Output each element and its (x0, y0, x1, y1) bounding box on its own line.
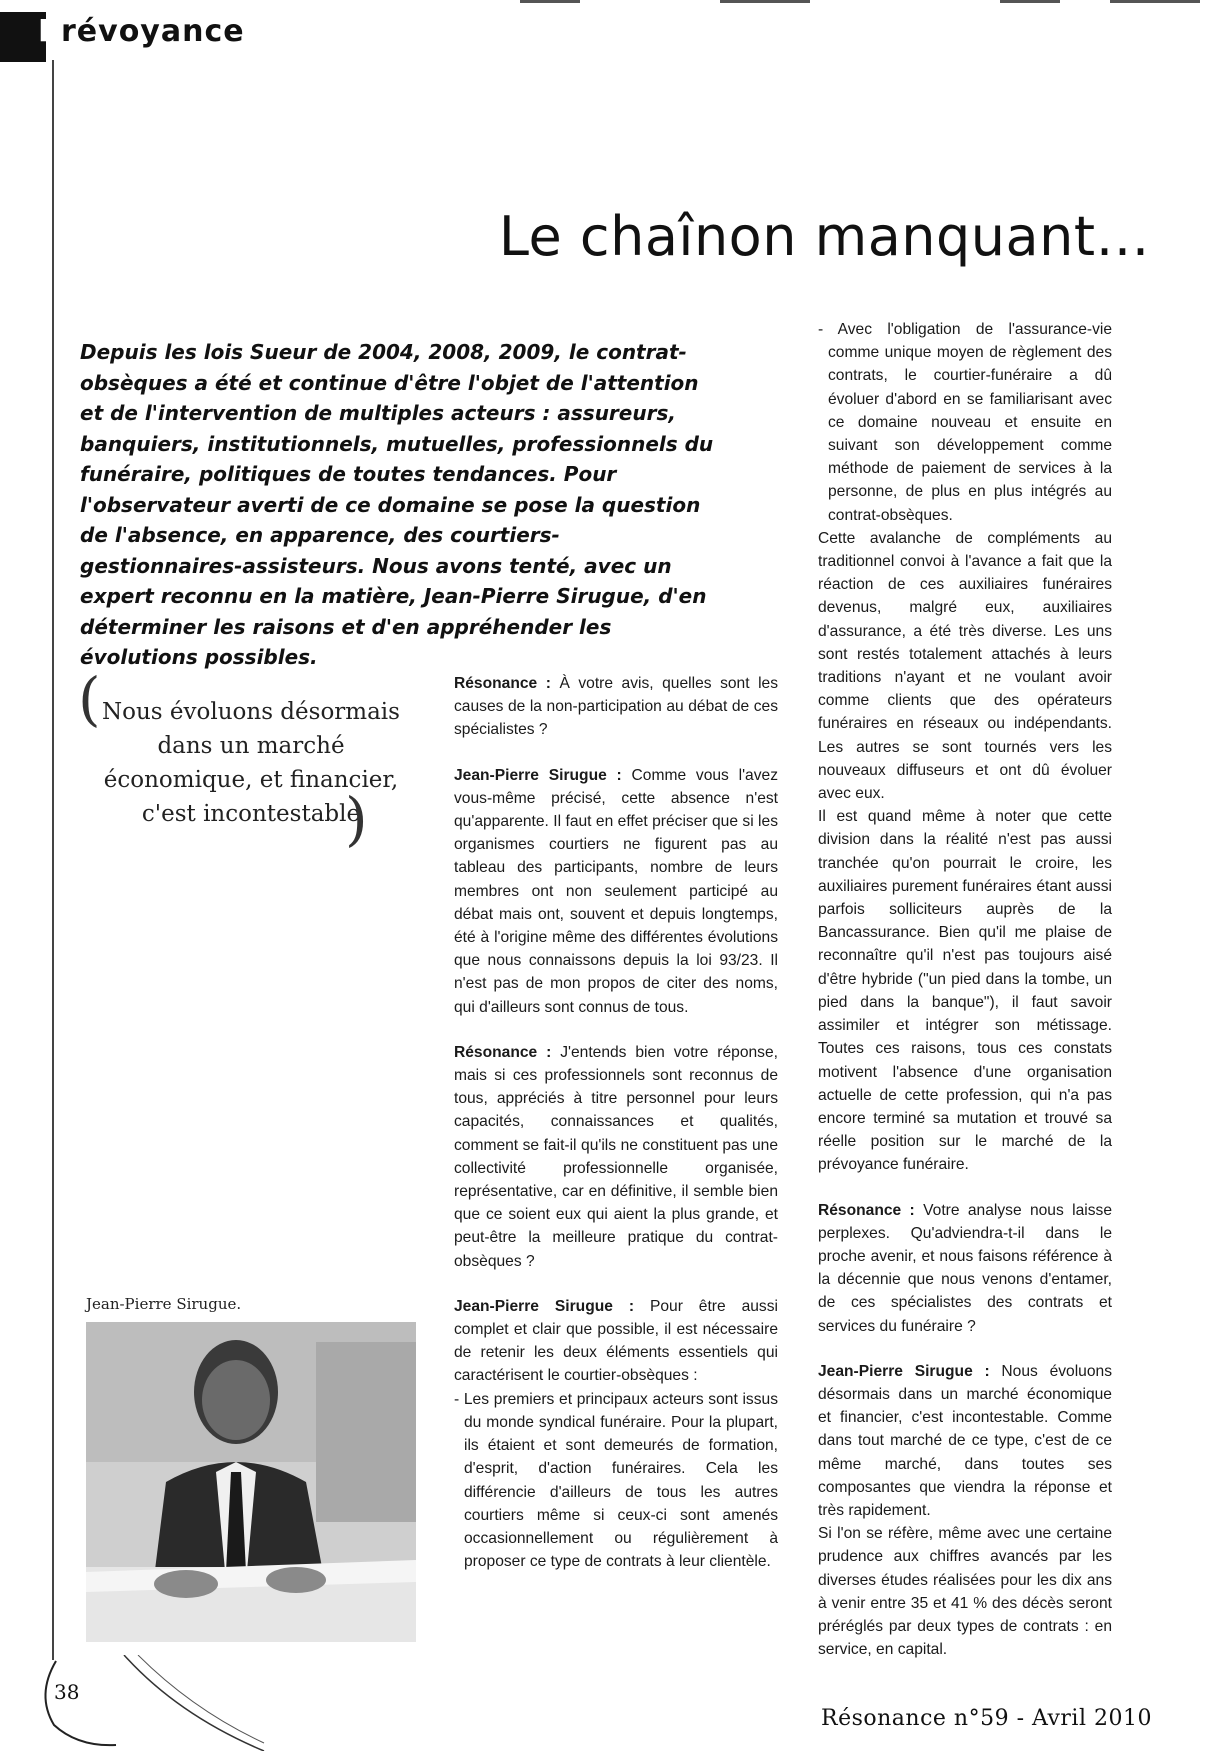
question-2 (454, 1041, 778, 1273)
answer-text: Comme vous l'avez vous-même précisé, cette absence n'est qu'apparente. Il faut en effet préciser que si les organismes courtiers ne figurent pas au tableau des participants, nombre de leurs membres ont non seulement participé au débat mais ont, souvent et depuis longtemps, été à l'origine même des différentes évolutions que nous connaissons depuis la loi 93/23. Il n'est pas de mon propos de citer des noms, qui d'ailleurs sont connus de tous. (454, 766, 778, 1016)
question-text: J'entends bien votre réponse, mais si ces professionnels sont reconnus de tous, appréciés à titre personnel pour leurs capacités, connaissances et qualités, comment se fait-il qu'ils ne constituent pas une collectivité professionnelle organisée, représentative, car en définitive, il semble bien que ce soient eux qui aient la plus grande, et peut-être la meilleure pratique du contrat-obsèques ? (454, 1043, 778, 1270)
column-middle (454, 672, 778, 1595)
answer-text: Nous évoluons désormais dans un marché économique et financier, c'est incontestable. Comme dans tout marché de ce type, c'est de ce même marché, dans toutes ses composantes que viendra la réponse et très rapidement. (818, 1362, 1112, 1519)
speaker-label: Jean-Pierre Sirugue : (454, 766, 622, 784)
answer-2 (454, 1295, 778, 1388)
section-label-initial: P (38, 14, 61, 49)
answer-3 (818, 1360, 1112, 1522)
answer-2-list-item: - Avec l'obligation de l'assurance-vie comme unique moyen de règlement des contrats, le courtier-funéraire a dû évoluer d'abord en se familiarisant avec ce domaine nouveau et ensuite en suivant son développement comme méthode de paiement de services à la personne, de plus en plus intégrés au contrat-obsèques. (818, 321, 1112, 524)
section-label (38, 14, 245, 49)
speaker-label: Jean-Pierre Sirugue : (818, 1362, 990, 1380)
quote-open-icon: ( (78, 665, 101, 733)
question-1 (454, 672, 778, 742)
column-right (818, 318, 1112, 1661)
answer-2-paragraph: Cette avalanche de compléments au traditionnel convoi à l'avance a fait que la réaction de ces auxiliaires funéraires devenus, malgré eux, auxiliaires d'assurance, a été très diverse. Les uns sont restés totalement attachés à leurs traditions n'ayant et ne voulant avoir comme clients que des opérateurs funéraires en réseaux ou indépendants. Les autres se sont tournés vers les nouveaux diffuseurs et ont dû évoluer avec eux. (818, 529, 1112, 803)
answer-3-paragraph: Si l'on se réfère, même avec une certaine prudence aux chiffres avancés par les diverses études réalisées pour les dix ans à venir entre 35 et 41 % des décès seront préréglés par deux types de contrats : en service, en capital. (818, 1525, 1112, 1659)
question-text: À votre avis, quelles sont les causes de la non-participation au débat de ces spécialistes ? (454, 675, 778, 739)
pull-quote: Nous évoluons désormais dans un marché économique, et financier, c'est incontestable (102, 699, 400, 827)
scan-mark (1110, 0, 1200, 3)
answer-2-paragraph: Il est quand même à noter que cette division dans la réalité n'est pas aussi tranchée qu'on pourrait le croire, les auxiliaires purement funéraires étant aussi parfois solliciteurs auprès de la Bancassurance. Bien qu'il me plaise de reconnaître qu'il n'est pas toujours aisé d'être hybride ("un pied dans la tombe, un pied dans la banque"), il faut savoir assimiler et intégrer son métissage. Toutes ces raisons, tous ces constats motivent l'absence d'une organisation actuelle de cette profession, qui n'a pas encore terminé sa mutation et trouvé sa réelle position sur le marché de la prévoyance funéraire. (818, 808, 1112, 1174)
speaker-label: Résonance : (818, 1201, 915, 1219)
scan-mark (1000, 0, 1060, 3)
left-margin-rule (52, 60, 54, 1660)
portrait-photo-illustration (86, 1322, 416, 1642)
photo-caption: Jean-Pierre Sirugue. (86, 1295, 242, 1313)
speaker-label: Résonance : (454, 1043, 552, 1061)
speaker-label: Résonance : (454, 675, 551, 692)
scan-mark (520, 0, 580, 3)
question-3 (818, 1199, 1112, 1338)
article-lede: Depuis les lois Sueur de 2004, 2008, 2009, le contrat-obsèques a été et continue d'être l'objet de l'attention et de l'intervention de multiples acteurs : assureurs, banquiers, institutionnels, mutuelles, professionnels du funéraire, politiques de toutes tendances. Pour l'observateur averti de ce domaine se pose la question de l'absence, en apparence, des courtiers-gestionnaires-assisteurs. Nous avons tenté, avec un expert reconnu en la matière, Jean-Pierre Sirugue, d'en déterminer les raisons et d'en appréhender les évolutions possibles. (80, 340, 714, 669)
section-label-rest: révoyance (61, 14, 245, 49)
scan-mark (720, 0, 810, 3)
article-title: Le chaînon manquant… (498, 205, 1150, 268)
speaker-label: Jean-Pierre Sirugue : (454, 1297, 635, 1315)
issue-footer: Résonance n°59 - Avril 2010 (821, 1706, 1152, 1731)
quote-close-icon: ) (345, 785, 368, 853)
answer-text: Pour être aussi complet et clair que possible, il est nécessaire de retenir les deux éléments essentiels qui caractérisent le courtier-obsèques : (454, 1297, 778, 1385)
answer-2-list-item: - Les premiers et principaux acteurs sont issus du monde syndical funéraire. Pour la plupart, ils étaient et sont demeurés de formation, d'esprit, d'action funéraires. Cela les différencie d'ailleurs de tous les autres courtiers même si ceux-ci sont amenés occasionnellement ou régulièrement à proposer ce type de contrats à leur clientèle. (454, 1390, 778, 1571)
portrait-photo (86, 1322, 416, 1642)
answer-1 (454, 764, 778, 1019)
page-number: 38 (54, 1680, 80, 1704)
question-text: Votre analyse nous laisse perplexes. Qu'adviendra-t-il dans le proche avenir, et nous faisons référence à la décennie que nous venons d'entamer, de ces spécialistes des contrats et services du funéraire ? (818, 1201, 1112, 1335)
